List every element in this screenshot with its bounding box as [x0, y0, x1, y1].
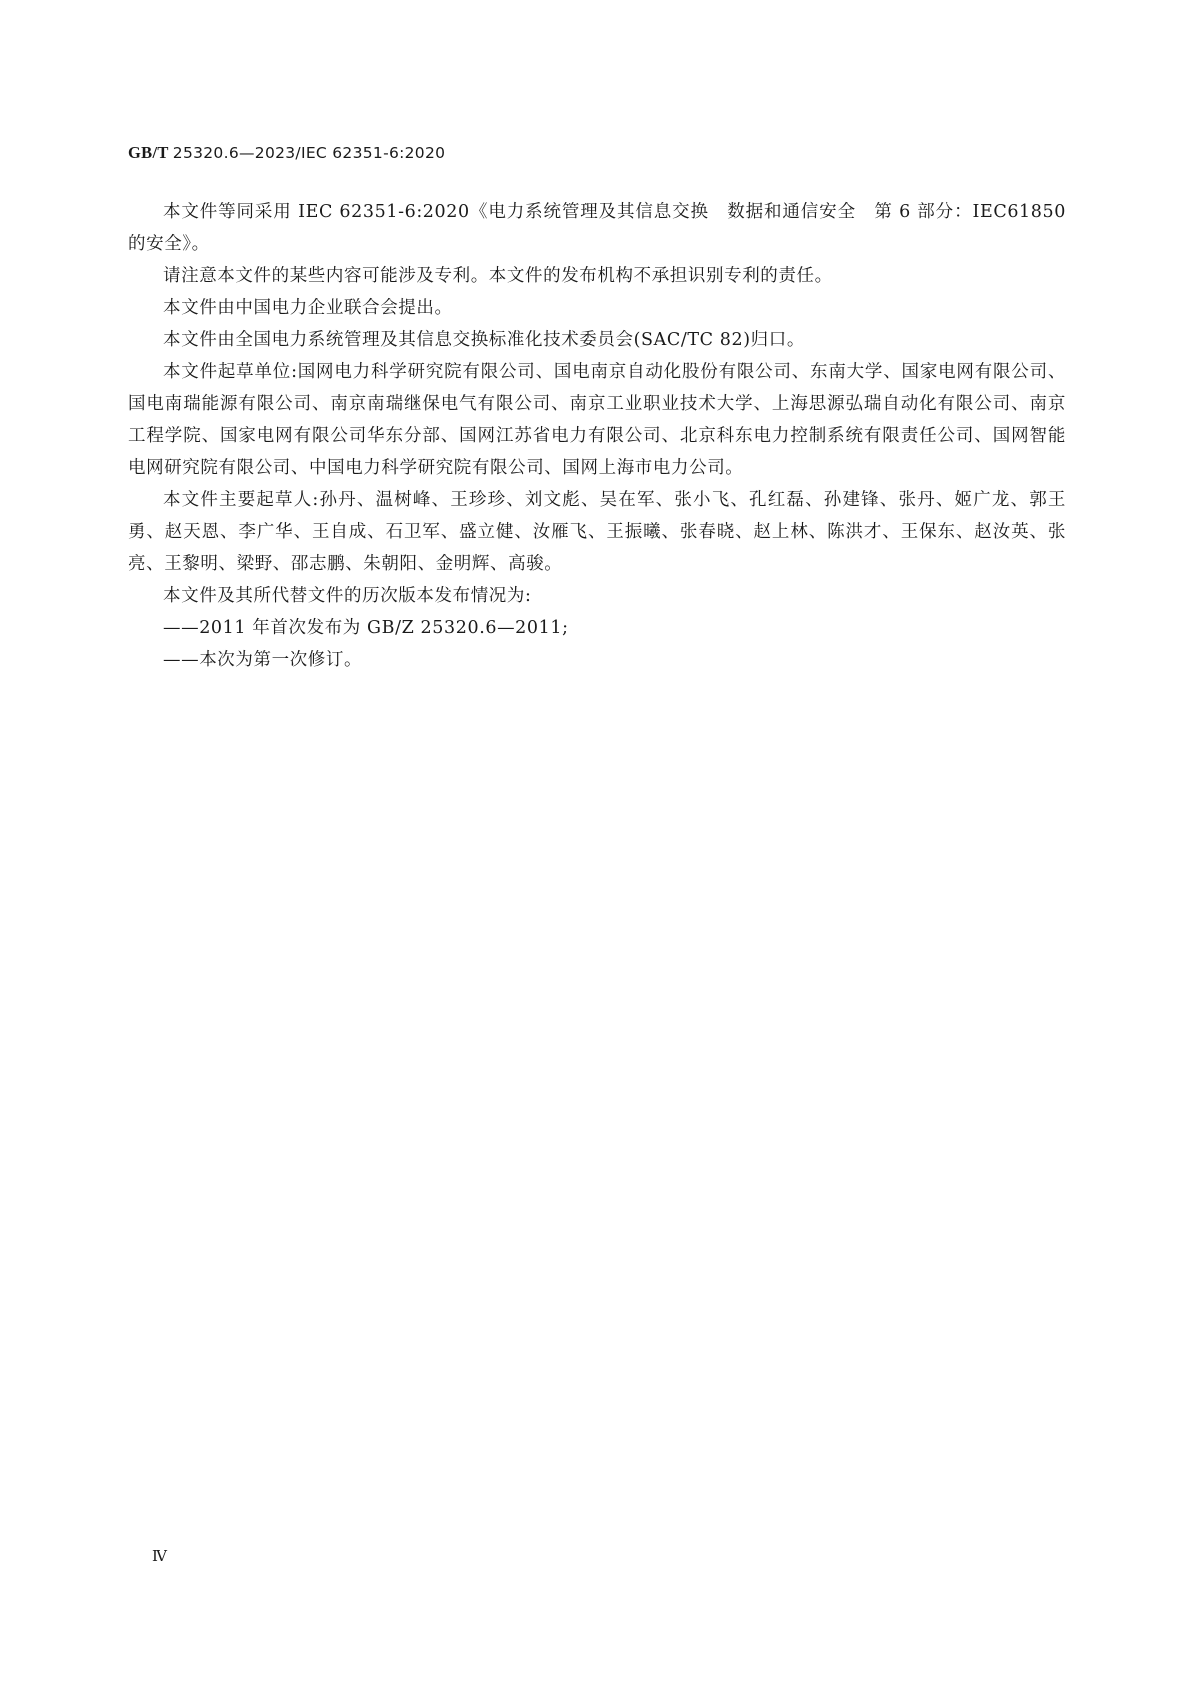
version-history-item: ——本次为第一次修订。: [163, 650, 363, 670]
paragraph-proposer: 本文件由中国电力企业联合会提出。: [163, 298, 453, 318]
paragraph-drafting-units: 本文件起草单位:国网电力科学研究院有限公司、国电南京自动化股份有限公司、东南大学、国家电网有限公司、国电南瑞能源有限公司、南京南瑞继保电气有限公司、南京工业职业技术大学、上海思源弘瑞自动化有限公司、南京工程学院、国家电网有限公司华东分部、国网江苏省电力有限公司、北京科东电力控制系统有限责任公司、国网智能电网研究院有限公司、中国电力科学研究院有限公司、国网上海市电力公司。: [128, 362, 1066, 478]
paragraph-adoption: 本文件等同采用 IEC 62351-6:2020《电力系统管理及其信息交换 数据和通信安全 第 6 部分：IEC61850 的安全》。: [128, 202, 1066, 254]
foreword-body: [128, 196, 1066, 676]
version-history-item: ——2011 年首次发布为 GB/Z 25320.6—2011;: [163, 618, 569, 638]
page-number: Ⅳ: [152, 1549, 167, 1565]
paragraph-version-history-intro: 本文件及其所代替文件的历次版本发布情况为:: [163, 586, 532, 606]
paragraph-technical-committee: 本文件由全国电力系统管理及其信息交换标准化技术委员会(SAC/TC 82)归口。: [163, 330, 805, 350]
document-header: [128, 143, 445, 163]
standard-prefix: GB/T: [128, 143, 169, 162]
paragraph-drafters: 本文件主要起草人:孙丹、温树峰、王珍珍、刘文彪、吴在军、张小飞、孔红磊、孙建锋、张丹、姬广龙、郭王勇、赵天恩、李广华、王自成、石卫军、盛立健、汝雁飞、王振曦、张春晓、赵上林、陈洪才、王保东、赵汝英、张亮、王黎明、梁野、邵志鹏、朱朝阳、金明辉、高骏。: [128, 490, 1066, 574]
standard-code: 25320.6—2023/IEC 62351-6:2020: [172, 144, 446, 162]
paragraph-patent-notice: 请注意本文件的某些内容可能涉及专利。本文件的发布机构不承担识别专利的责任。: [163, 266, 833, 286]
